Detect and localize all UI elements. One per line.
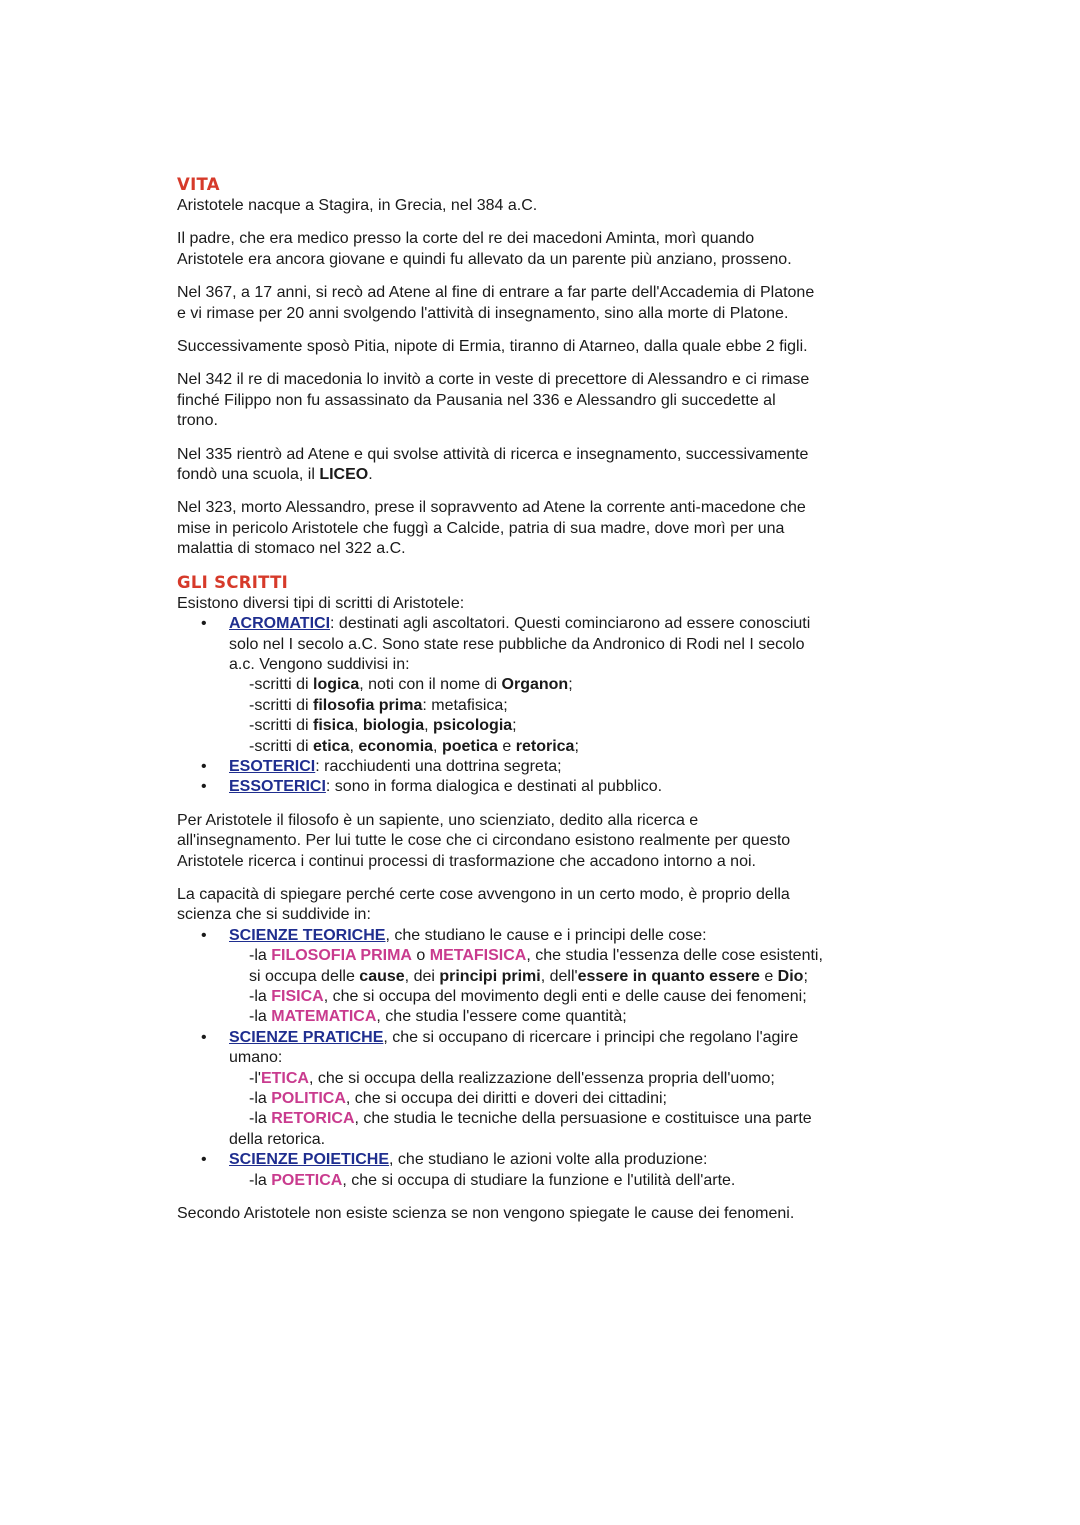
paragraph: Il padre, che era medico presso la corte del re dei macedoni Aminta, morì quando Aristotele era ancora giovane e quindi fu allevato da un parente più anziano, prosseno. <box>177 230 792 268</box>
link-scienze-pratiche[interactable]: SCIENZE PRATICHE <box>229 1028 384 1046</box>
bold-term: LICEO <box>319 466 369 484</box>
paragraph: Per Aristotele il filosofo è un sapiente, uno scienziato, dedito alla ricerca e all'insegnamento. Per lui tutte le cose che ci circondano esistono realmente per questo Aristotele ricerca i continui processi di trasformazione che accadono intorno a noi. <box>177 811 791 870</box>
list-item: • ACROMATICI: destinati agli ascoltatori. Questi cominciarono ad essere conosciuti solo nel I secolo a.C. Sono state rese pubbliche da Andronico di Rodi nel I secolo a.c. Vengono suddivisi in: -scritti di logica, noti con il nome di Organon; -scritti di filosofia prima: metafisica; -scritti di fisica, biologia, psicologia; -scritti di etica, economia, poetica e retorica; <box>177 614 897 757</box>
sub-item: -la FISICA, che si occupa del movimento degli enti e delle cause dei fenomeni; <box>249 988 807 1005</box>
link-scienze-poietiche[interactable]: SCIENZE POIETICHE <box>229 1151 390 1169</box>
paragraph: Nel 335 rientrò ad Atene e qui svolse attività di ricerca e insegnamento, successivamente fondò una scuola, il LICEO. <box>177 445 809 484</box>
paragraph: Nel 323, morto Alessandro, prese il sopravvento ad Atene la corrente anti-macedone che mise in pericolo Aristotele che fuggì a Calcide, patria di sua madre, dove morì per una malattia di stomaco nel 322 a.C. <box>177 499 806 558</box>
link-acromatici[interactable]: ACROMATICI <box>229 615 331 633</box>
sub-item: -scritti di logica, noti con il nome di Organon; <box>249 676 573 694</box>
document-page <box>177 174 897 1237</box>
sub-item: -la MATEMATICA, che studia l'essere come quantità; <box>249 1008 627 1026</box>
sub-item: -la FILOSOFIA PRIMA o METAFISICA, che studia l'essenza delle cose esistenti, si occupa delle cause, dei principi primi, dell'essere in quanto essere e Dio; <box>249 947 823 985</box>
paragraph: Aristotele nacque a Stagira, in Grecia, nel 384 a.C. <box>177 197 538 214</box>
scritti-list <box>177 614 897 798</box>
link-esoterici[interactable]: ESOTERICI <box>229 757 316 775</box>
scienze-list <box>177 926 897 1191</box>
paragraph: Nel 367, a 17 anni, si recò ad Atene al fine di entrare a far parte dell'Accademia di Platone e vi rimase per 20 anni svolgendo l'attività di insegnamento, sino alla morte di Platone. <box>177 284 815 322</box>
link-essoterici[interactable]: ESSOTERICI <box>229 778 326 796</box>
sub-item: -la POLITICA, che si occupa dei diritti e doveri dei cittadini; <box>249 1090 667 1108</box>
paragraph: Successivamente sposò Pitia, nipote di Ermia, tiranno di Atarneo, dalla quale ebbe 2 figli. <box>177 338 808 356</box>
conclusion-paragraph: Secondo Aristotele non esiste scienza se non vengono spiegate le cause dei fenomeni. <box>177 1205 795 1223</box>
sub-item: -scritti di etica, economia, poetica e retorica; <box>249 737 579 755</box>
paragraph: Esistono diversi tipi di scritti di Aristotele: <box>177 594 465 612</box>
list-item: • SCIENZE POIETICHE, che studiano le azioni volte alla produzione: -la POETICA, che si occupa di studiare la funzione e l'utilità dell'arte. <box>177 1150 897 1191</box>
paragraph: Nel 342 il re di macedonia lo invitò a corte in veste di precettore di Alessandro e ci rimase finché Filippo non fu assassinato da Pausania nel 336 e Alessandro gli succedette al trono. <box>177 371 810 430</box>
list-item: • ESOTERICI: racchiudenti una dottrina segreta; <box>177 757 897 777</box>
section-heading-scritti: GLI SCRITTI <box>177 572 289 592</box>
sub-item: -la RETORICA, che studia le tecniche della persuasione e costituisce una parte <box>249 1110 812 1128</box>
list-item: • ESSOTERICI: sono in forma dialogica e destinati al pubblico. <box>177 777 897 797</box>
sub-item: -scritti di fisica, biologia, psicologia; <box>249 717 517 735</box>
section-heading-vita: VITA <box>177 175 220 194</box>
sub-item: -l'ETICA, che si occupa della realizzazione dell'essenza propria dell'uomo; <box>249 1069 775 1087</box>
paragraph: La capacità di spiegare perché certe cose avvengono in un certo modo, è proprio della scienza che si suddivide in: <box>177 885 790 924</box>
link-scienze-teoriche[interactable]: SCIENZE TEORICHE <box>229 926 386 944</box>
sub-item: -la POETICA, che si occupa di studiare la funzione e l'utilità dell'arte. <box>249 1171 736 1189</box>
sub-item: -scritti di filosofia prima: metafisica; <box>249 696 508 714</box>
list-item: • SCIENZE PRATICHE, che si occupano di ricercare i principi che regolano l'agire umano: -l'ETICA, che si occupa della realizzazione dell'essenza propria dell'uomo; -la POLITICA, che si occupa dei diritti e doveri dei cittadini; -la RETORICA, che studia le tecniche della persuasione e costituisce una parte della retorica. <box>177 1028 897 1150</box>
list-item: • SCIENZE TEORICHE, che studiano le cause e i principi delle cose: -la FILOSOFIA PRIMA o METAFISICA, che studia l'essenza delle cose esistenti, si occupa delle cause, dei principi primi, dell'essere in quanto essere e Dio; -la FISICA, che si occupa del movimento degli enti e delle cause dei fenomeni; -la MATEMATICA, che studia l'essere come quantità; <box>177 926 897 1028</box>
